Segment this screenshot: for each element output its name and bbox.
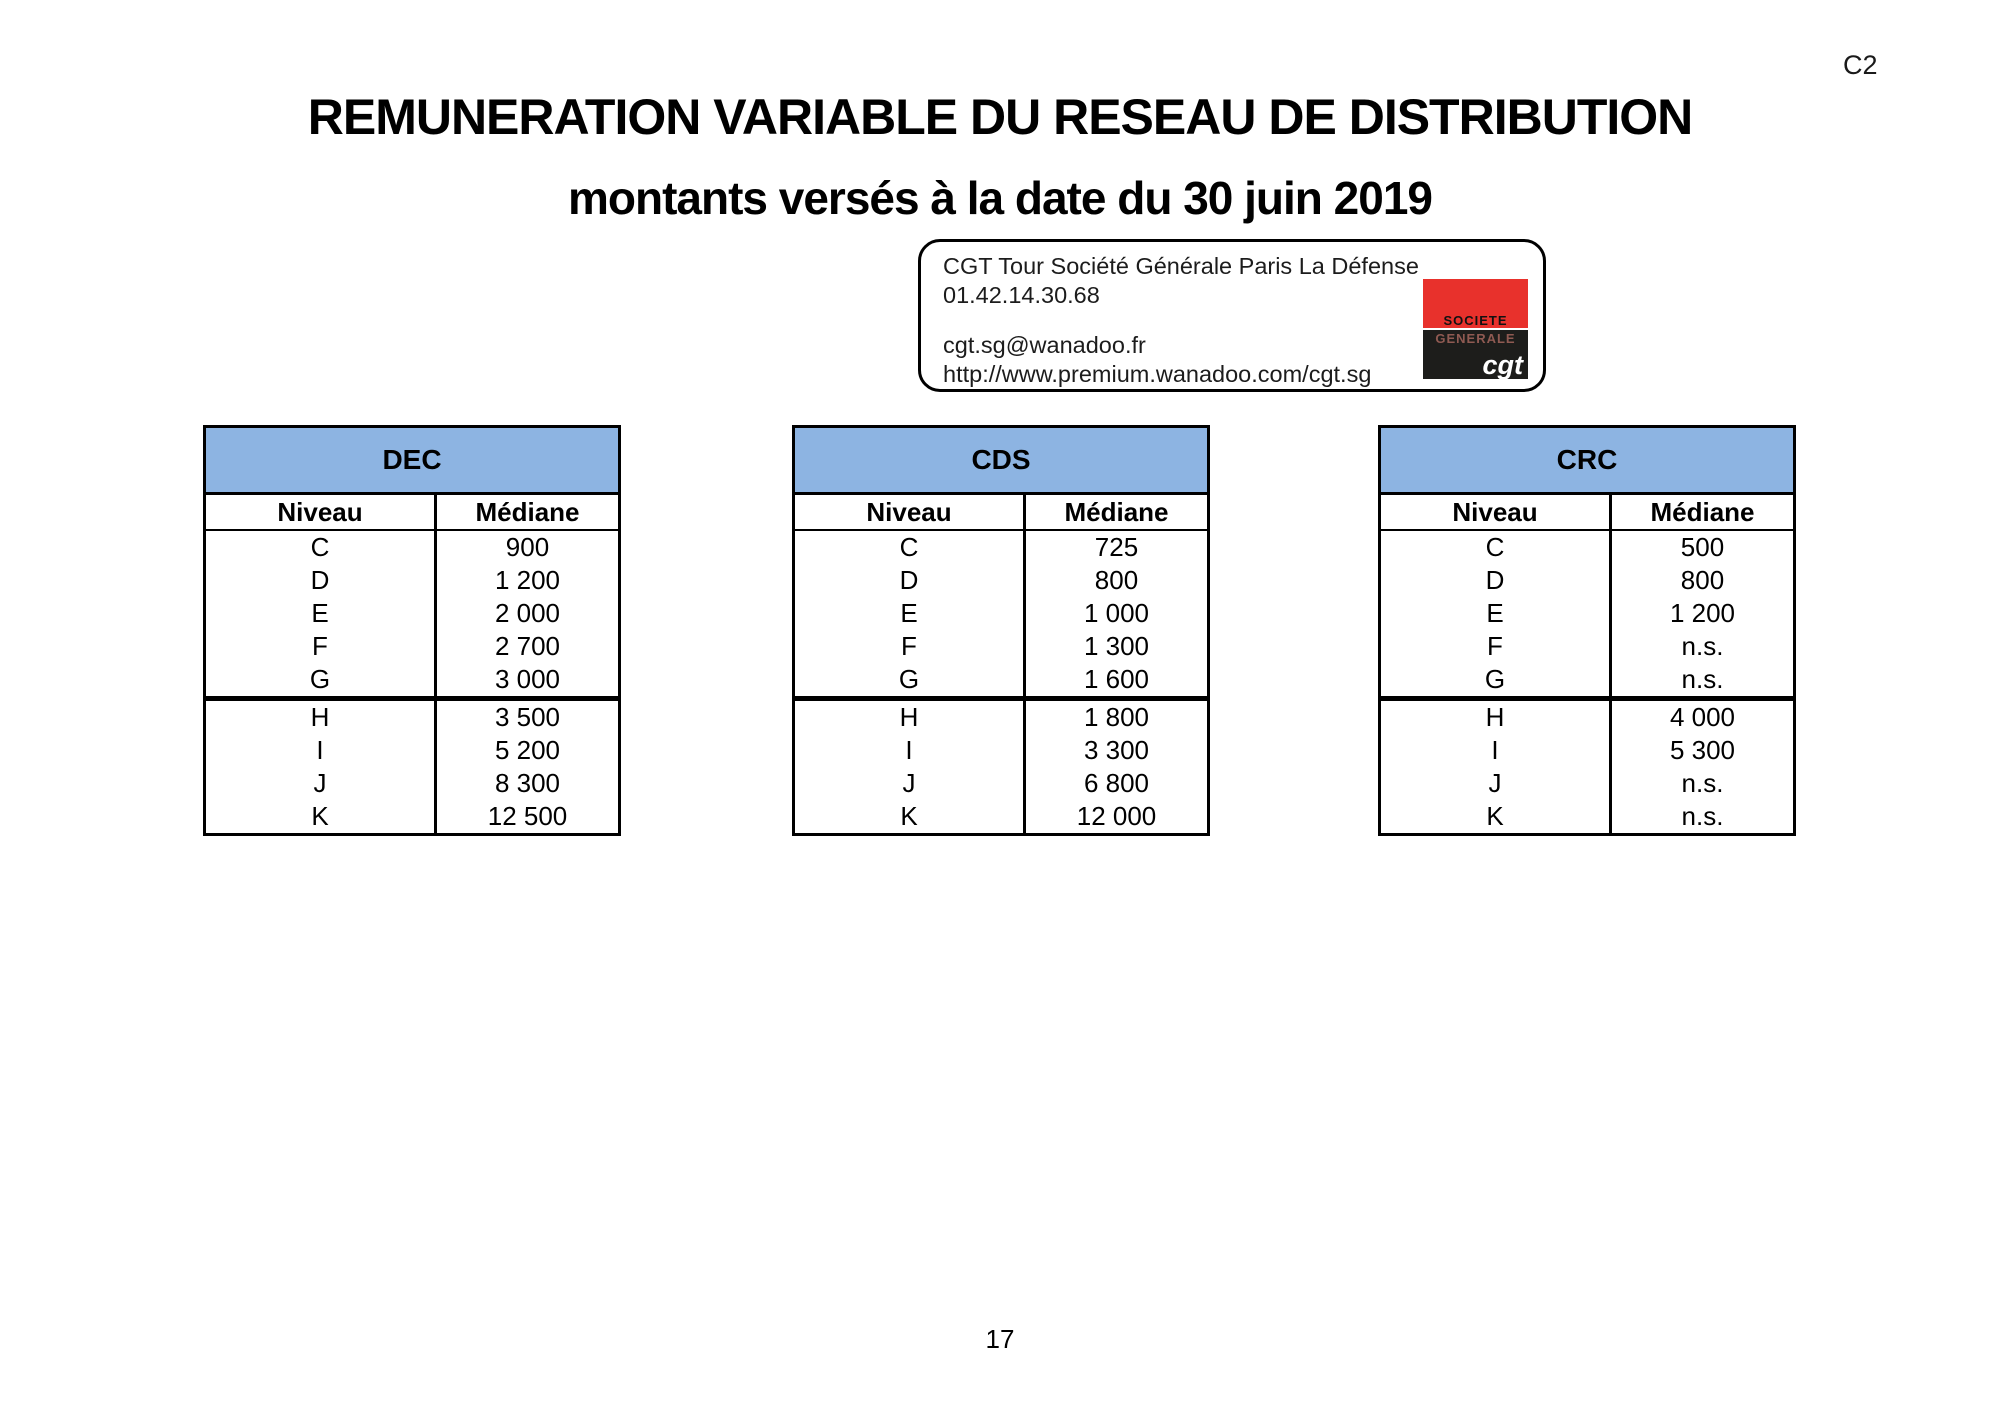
- mediane-cell: 3 000: [434, 663, 618, 696]
- table-row: [206, 564, 618, 597]
- column-header-mediane: Médiane: [1609, 495, 1793, 529]
- table-row: [795, 800, 1207, 833]
- table-row: [206, 531, 618, 564]
- logo-cgt-badge: cgt: [1482, 350, 1523, 380]
- niveau-cell: I: [905, 735, 913, 765]
- table-row: [795, 663, 1207, 696]
- mediane-cell: 6 800: [1023, 767, 1207, 800]
- table-row: [206, 597, 618, 630]
- mediane-cell: 1 800: [1023, 701, 1207, 734]
- table-row: [1381, 597, 1793, 630]
- table-row: [795, 597, 1207, 630]
- table-row: [1381, 767, 1793, 800]
- cgt-contact-box: [918, 239, 1546, 392]
- niveau-cell: D: [899, 565, 919, 595]
- niveau-cell: G: [898, 664, 920, 694]
- table-cds: [792, 425, 1210, 836]
- niveau-cell: F: [901, 631, 917, 661]
- page-subtitle: montants versés à la date du 30 juin 2019: [567, 172, 1433, 224]
- mediane-cell: 1 000: [1023, 597, 1207, 630]
- column-header-niveau: Niveau: [277, 496, 363, 527]
- table-column-headers: [795, 495, 1207, 531]
- page-title: REMUNERATION VARIABLE DU RESEAU DE DISTRIBUTION: [307, 89, 1693, 145]
- niveau-cell: E: [900, 598, 918, 628]
- table-dec: [203, 425, 621, 836]
- contact-website: http://www.premium.wanadoo.com/cgt.sg: [943, 361, 1372, 387]
- niveau-cell: D: [1485, 565, 1505, 595]
- contact-email: cgt.sg@wanadoo.fr: [943, 332, 1146, 358]
- table-upper-group: [206, 531, 618, 696]
- table-lower-group: [206, 701, 618, 833]
- mediane-cell: 12 000: [1023, 800, 1207, 833]
- mediane-cell: 1 200: [434, 564, 618, 597]
- niveau-cell: I: [1491, 735, 1499, 765]
- page-number: 17: [985, 1324, 1015, 1354]
- logo-societe-text: SOCIETE: [1443, 313, 1508, 328]
- column-header-niveau: Niveau: [1452, 496, 1538, 527]
- niveau-cell: J: [902, 768, 916, 798]
- mediane-cell: 800: [1609, 564, 1793, 597]
- niveau-cell: K: [1486, 801, 1504, 831]
- niveau-cell: G: [1484, 664, 1506, 694]
- mediane-cell: 5 200: [434, 734, 618, 767]
- mediane-cell: 5 300: [1609, 734, 1793, 767]
- table-row: [206, 734, 618, 767]
- column-header-mediane: Médiane: [1023, 495, 1207, 529]
- table-upper-group: [795, 531, 1207, 696]
- table-row: [1381, 701, 1793, 734]
- niveau-cell: H: [899, 702, 919, 732]
- column-header-mediane: Médiane: [434, 495, 618, 529]
- mediane-cell: 3 500: [434, 701, 618, 734]
- mediane-cell: 1 300: [1023, 630, 1207, 663]
- table-title: CDS: [795, 428, 1207, 495]
- mediane-cell: 12 500: [434, 800, 618, 833]
- mediane-cell: n.s.: [1609, 800, 1793, 833]
- niveau-cell: H: [1485, 702, 1505, 732]
- mediane-cell: 2 000: [434, 597, 618, 630]
- niveau-cell: K: [900, 801, 918, 831]
- table-title: DEC: [206, 428, 618, 495]
- mediane-cell: 2 700: [434, 630, 618, 663]
- niveau-cell: F: [1487, 631, 1503, 661]
- table-row: [206, 701, 618, 734]
- mediane-cell: 3 300: [1023, 734, 1207, 767]
- niveau-cell: K: [311, 801, 329, 831]
- mediane-cell: 900: [434, 531, 618, 564]
- logo-generale-text: GENERALE: [1435, 331, 1516, 346]
- contact-phone: 01.42.14.30.68: [943, 282, 1100, 308]
- table-row: [795, 630, 1207, 663]
- mediane-cell: 1 600: [1023, 663, 1207, 696]
- table-row: [795, 701, 1207, 734]
- title-block: [0, 0, 2000, 225]
- societe-generale-cgt-logo-icon: [1423, 279, 1528, 379]
- table-row: [1381, 734, 1793, 767]
- table-upper-group: [1381, 531, 1793, 696]
- niveau-cell: D: [310, 565, 330, 595]
- table-row: [206, 800, 618, 833]
- niveau-cell: C: [1485, 532, 1505, 562]
- contact-address: CGT Tour Société Générale Paris La Défense: [943, 253, 1419, 279]
- mediane-cell: n.s.: [1609, 630, 1793, 663]
- table-row: [795, 531, 1207, 564]
- table-lower-group: [795, 701, 1207, 833]
- mediane-cell: 1 200: [1609, 597, 1793, 630]
- niveau-cell: E: [1486, 598, 1504, 628]
- table-column-headers: [206, 495, 618, 531]
- mediane-cell: n.s.: [1609, 767, 1793, 800]
- table-row: [1381, 630, 1793, 663]
- niveau-cell: J: [313, 768, 327, 798]
- mediane-cell: 800: [1023, 564, 1207, 597]
- table-row: [206, 630, 618, 663]
- niveau-cell: G: [309, 664, 331, 694]
- table-title: CRC: [1381, 428, 1793, 495]
- table-lower-group: [1381, 701, 1793, 833]
- mediane-cell: 500: [1609, 531, 1793, 564]
- mediane-cell: 4 000: [1609, 701, 1793, 734]
- table-crc: [1378, 425, 1796, 836]
- table-column-headers: [1381, 495, 1793, 531]
- niveau-cell: I: [316, 735, 324, 765]
- mediane-cell: 725: [1023, 531, 1207, 564]
- table-row: [795, 564, 1207, 597]
- table-row: [795, 767, 1207, 800]
- table-row: [1381, 663, 1793, 696]
- table-row: [1381, 800, 1793, 833]
- logo-black-block: [1423, 330, 1528, 379]
- niveau-cell: F: [312, 631, 328, 661]
- classification-label: C2: [1843, 50, 1878, 80]
- niveau-cell: C: [899, 532, 919, 562]
- niveau-cell: E: [311, 598, 329, 628]
- table-row: [795, 734, 1207, 767]
- mediane-cell: n.s.: [1609, 663, 1793, 696]
- niveau-cell: C: [310, 532, 330, 562]
- column-header-niveau: Niveau: [866, 496, 952, 527]
- table-row: [1381, 531, 1793, 564]
- niveau-cell: H: [310, 702, 330, 732]
- niveau-cell: J: [1488, 768, 1502, 798]
- table-row: [206, 663, 618, 696]
- mediane-cell: 8 300: [434, 767, 618, 800]
- logo-red-block: [1423, 279, 1528, 328]
- table-row: [1381, 564, 1793, 597]
- table-row: [206, 767, 618, 800]
